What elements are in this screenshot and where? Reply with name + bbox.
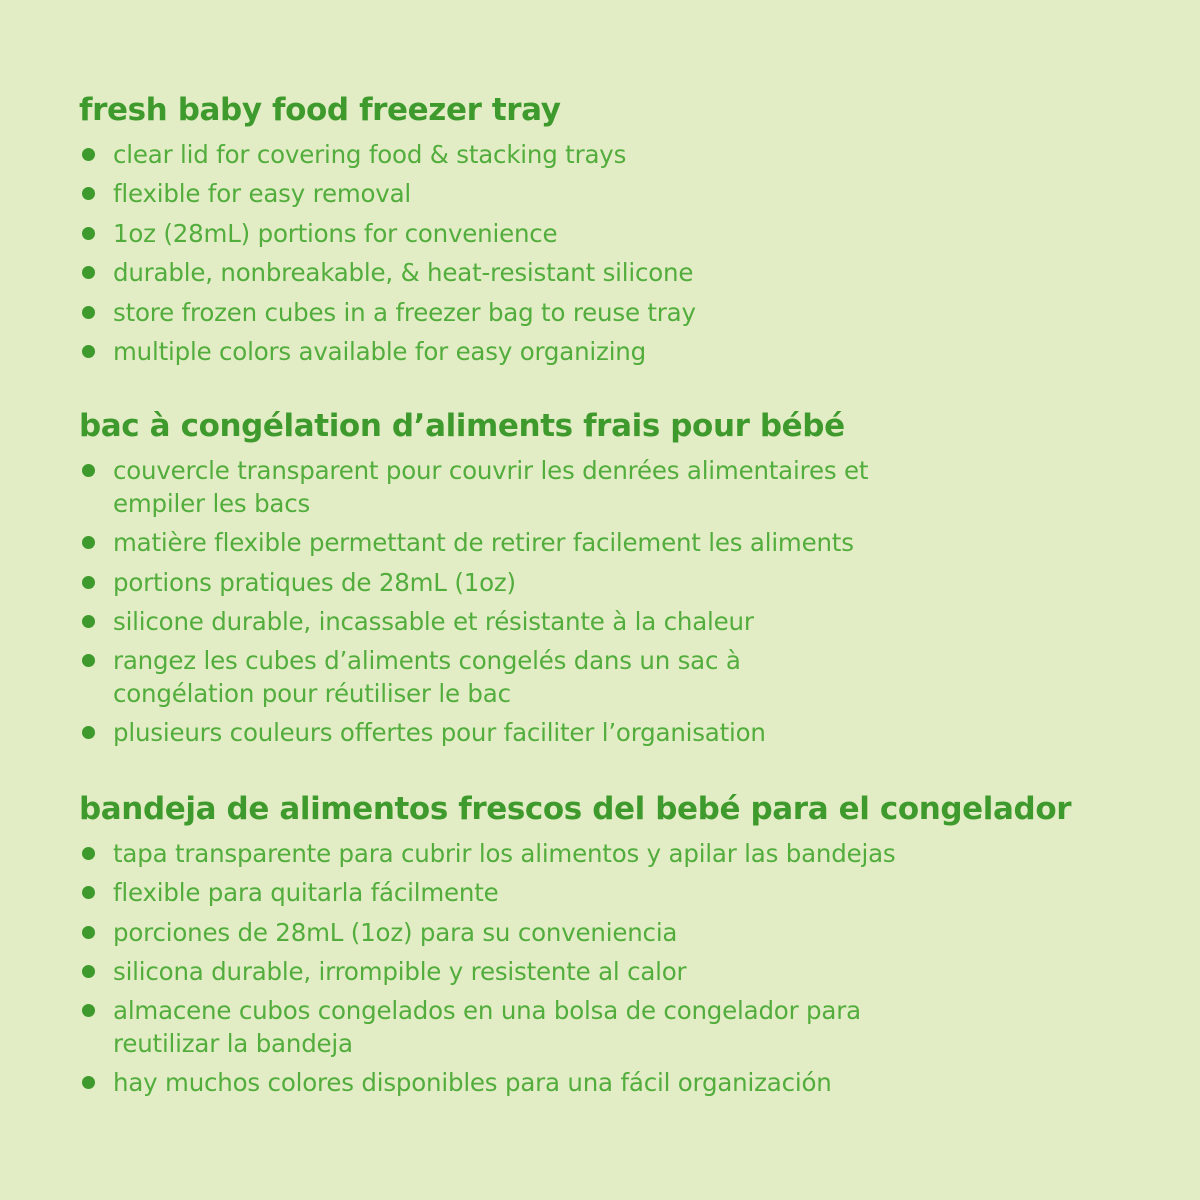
list-item-text: tapa transparente para cubrir los alimentos y apilar las bandejas (113, 839, 896, 869)
bullet-dot-icon (82, 187, 95, 200)
list-item (79, 335, 1169, 368)
list-item (79, 716, 1169, 749)
list-item-text: hay muchos colores disponibles para una fácil organización (113, 1068, 832, 1098)
list-item-text: clear lid for covering food & stacking trays (113, 140, 627, 169)
list-item (79, 837, 1169, 870)
list-item (79, 1066, 1169, 1099)
bullet-dot-icon (82, 726, 95, 739)
list-item (79, 955, 1169, 988)
bullet-dot-icon (82, 654, 95, 667)
list-item (79, 994, 873, 1060)
bullet-dot-icon (82, 1076, 95, 1089)
bullet-dot-icon (82, 266, 95, 279)
list-item-text: porciones de 28mL (1oz) para su conveniencia (113, 917, 678, 947)
feature-list (79, 138, 1169, 368)
feature-list (79, 454, 1169, 749)
bullet-dot-icon (82, 615, 95, 628)
list-item (79, 138, 1169, 171)
list-item (79, 644, 813, 710)
list-item (79, 296, 1169, 329)
bullet-dot-icon (82, 227, 95, 240)
list-item-text: flexible para quitarla fácilmente (113, 878, 499, 908)
list-item (79, 177, 1169, 210)
bullet-dot-icon (82, 576, 95, 589)
section-english (79, 88, 1169, 368)
list-item (79, 566, 1169, 599)
list-item-text: couvercle transparent pour couvrir les denrées alimentaires et empiler les bacs (113, 456, 869, 519)
list-item-text: almacene cubos congelados en una bolsa de congelador para reutilizar la bandeja (113, 995, 861, 1058)
list-item (79, 876, 1169, 909)
list-item-text: portions pratiques de 28mL (1oz) (113, 567, 516, 597)
bullet-dot-icon (82, 464, 95, 477)
list-item-text: silicona durable, irrompible y resistente al calor (113, 956, 687, 986)
list-item (79, 454, 903, 520)
section-heading: fresh baby food freezer tray (79, 92, 561, 128)
list-item (79, 217, 1169, 250)
bullet-dot-icon (82, 847, 95, 860)
list-item (79, 526, 1169, 559)
list-item-text: flexible for easy removal (113, 179, 411, 209)
bullet-dot-icon (82, 926, 95, 939)
section-heading: bac à congélation d’aliments frais pour bébé (79, 408, 845, 444)
bullet-dot-icon (82, 306, 95, 319)
section-heading: bandeja de alimentos frescos del bebé para el congelador (79, 791, 1072, 827)
bullet-dot-icon (82, 148, 95, 161)
list-item-text: matière flexible permettant de retirer facilement les aliments (113, 528, 854, 558)
bullet-dot-icon (82, 536, 95, 549)
bullet-dot-icon (82, 1004, 95, 1017)
bullet-dot-icon (82, 886, 95, 899)
section-french (79, 404, 1169, 749)
list-item-text: 1oz (28mL) portions for convenience (113, 218, 558, 248)
list-item (79, 605, 1169, 638)
bullet-dot-icon (82, 345, 95, 358)
bullet-dot-icon (82, 965, 95, 978)
list-item-text: plusieurs couleurs offertes pour faciliter l’organisation (113, 718, 766, 748)
section-spanish (79, 787, 1169, 1099)
list-item-text: store frozen cubes in a freezer bag to reuse tray (113, 297, 696, 327)
list-item-text: rangez les cubes d’aliments congelés dans un sac à congélation pour réutiliser le bac (113, 645, 741, 708)
list-item-text: durable, nonbreakable, & heat-resistant silicone (113, 258, 694, 288)
list-item-text: multiple colors available for easy organizing (113, 336, 646, 366)
list-item (79, 916, 1169, 949)
feature-list (79, 837, 1169, 1099)
list-item (79, 256, 1169, 289)
list-item-text: silicone durable, incassable et résistante à la chaleur (113, 606, 754, 636)
